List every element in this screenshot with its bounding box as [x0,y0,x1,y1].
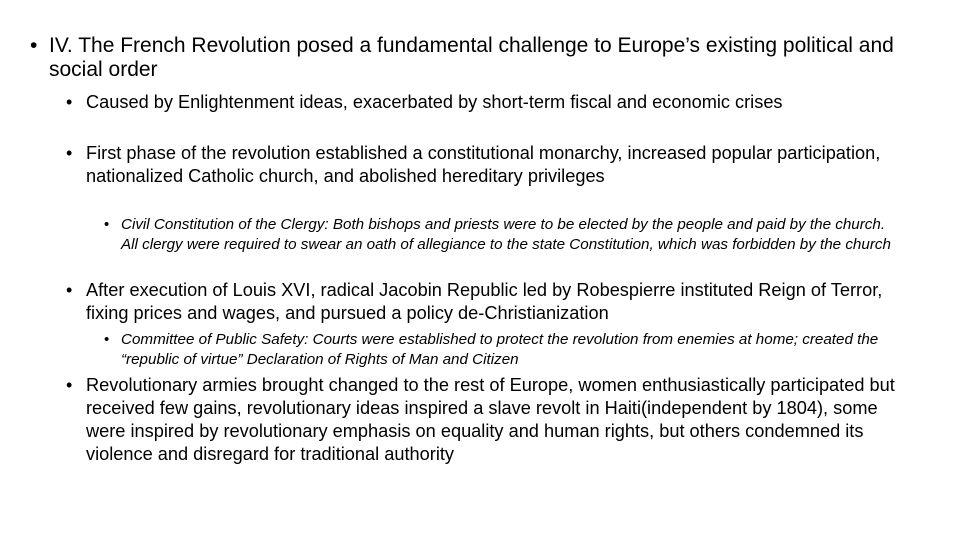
list-item-causes [66,91,896,114]
bullet-marker: • [30,34,38,57]
list-item-text: Revolutionary armies brought changed to the rest of Europe, women enthusiastically participated but received few gains, revolutionary ideas inspired a slave revolt in Haiti(independent by 1804), some were inspired by revolutionary emphasis on equality and human rights, but others condemned its violence and disregard for traditional authority [86,375,895,464]
bullet-marker: • [66,280,73,300]
sub-list-item-text: Civil Constitution of the Clergy: Both bishops and priests were to be elected by the people and paid by the church. All clergy were required to swear an oath of allegiance to the state Constitution, which was forbidden by the church [121,216,891,253]
list-item-revolutionary-armies [66,374,896,466]
list-item-text: After execution of Louis XVI, radical Jacobin Republic led by Robespierre instituted Reign of Terror, fixing prices and wages, and pursued a policy de-Christianization [86,280,883,323]
list-item-jacobin-republic [66,279,896,325]
heading-bullet-item [30,34,930,82]
bullet-marker: • [104,331,110,348]
list-item-text: Caused by Enlightenment ideas, exacerbated by short-term fiscal and economic crises [86,92,783,112]
bullet-marker: • [66,143,73,163]
sub-list-item-civil-constitution [104,215,894,254]
sub-list-item-text: Committee of Public Safety: Courts were established to protect the revolution from enemies at home; created the “republic of virtue” Declaration of Rights of Man and Citizen [121,331,879,368]
sub-list-item-committee [104,330,894,369]
bullet-marker: • [66,375,73,395]
slide-heading: IV. The French Revolution posed a fundamental challenge to Europe’s existing political and social order [49,34,894,81]
bullet-marker: • [104,216,110,233]
list-item-text: First phase of the revolution established a constitutional monarchy, increased popular participation, nationalized Catholic church, and abolished hereditary privileges [86,143,881,186]
list-item-first-phase [66,142,896,188]
bullet-marker: • [66,92,73,112]
